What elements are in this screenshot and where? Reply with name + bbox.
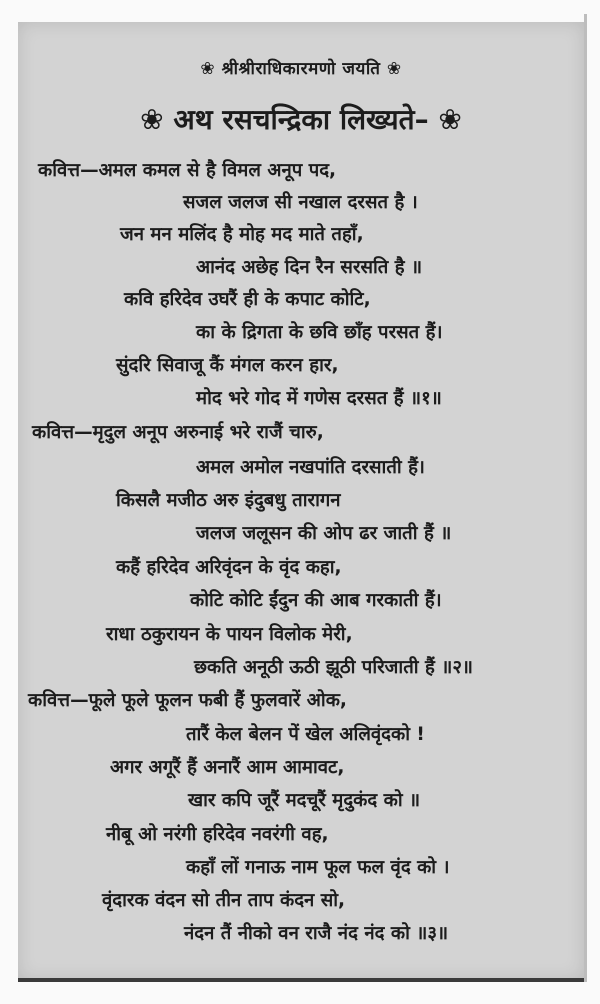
page-title: ❀ अथ रसचन्द्रिका लिख्यते– ❀: [140, 103, 462, 136]
verse-1-line-4: आनंद अछेह दिन रैन सरसति है ॥: [196, 257, 423, 278]
verse-1-line-5: कवि हरिदेव उघरैं ही के कपाट कोटि,: [124, 289, 371, 310]
verse-3-line-8: नंदन तैं नीको वन राजै नंद नंद को ॥३॥: [184, 923, 449, 944]
verse-2-line-4: जलज जलूसन की ओप ढर जाती हैं ॥: [196, 523, 452, 544]
scan-edge-right: [584, 14, 587, 982]
verse-3-line-6: कहाँ लों गनाऊ नाम फूल फल वृंद को ।: [186, 857, 450, 878]
verse-1-line-7: सुंदरि सिवाजू कैं मंगल करन हार,: [116, 355, 339, 376]
verse-3-line-5: नीबू ओ नरंगी हरिदेव नवरंगी वह,: [106, 824, 329, 845]
verse-2-line-2: अमल अमोल नखपांति दरसाती हैं।: [196, 457, 425, 478]
verse-3-line-3: अगर अगूरैं हैं अनारैं आम आमावट,: [110, 757, 345, 778]
verse-1-line-3: जन मन मलिंद है मोह मद माते तहाँ,: [120, 224, 364, 245]
verse-3-line-4: खार कपि जूरैं मदचूरैं मृदुकंद को ॥: [188, 790, 421, 811]
verse-1-line-6: का के द्रिगता के छवि छाँह परसत हैं।: [196, 322, 443, 343]
verse-2-line-6: कोटि कोटि ईंदुन की आब गरकाती हैं।: [190, 590, 442, 611]
verse-2-line-1: कवित्त—मृदुल अनूप अरुनाई भरे राजैं चारु,: [32, 422, 324, 443]
verse-1-line-1: कवित्त—अमल कमल से है विमल अनूप पद,: [38, 160, 337, 181]
book-page: [18, 22, 584, 980]
verse-1-line-2: सजल जलज सी नखाल दरसत है ।: [183, 192, 418, 213]
invocation-line: ❀ श्रीश्रीराधिकारमणो जयति ❀: [200, 59, 402, 79]
verse-2-line-3: किसलै मजीठ अरु इंदुबधु तारागन: [116, 490, 341, 511]
verse-3-line-7: वृंदारक वंदन सो तीन ताप कंदन सो,: [102, 890, 346, 911]
verse-3-line-2: तारैं केल बेलन पें खेल अलिवृंदको !: [186, 724, 425, 745]
verse-3-line-1: कवित्त—फूले फूले फूलन फबी हैं फुलवारें ओक,: [28, 690, 347, 711]
verse-2-line-5: कहैं हरिदेव अरिवृंदन के वृंद कहा,: [116, 557, 342, 578]
verse-2-line-7: राधा ठकुरायन के पायन विलोक मेरी,: [106, 624, 353, 645]
verse-2-line-8: छकति अनूठी ऊठी झूठी परिजाती हैं ॥२॥: [194, 657, 474, 678]
verse-1-line-8: मोद भरे गोद में गणेस दरसत हैं ॥१॥: [196, 388, 442, 409]
scan-edge-bottom: [18, 978, 584, 982]
